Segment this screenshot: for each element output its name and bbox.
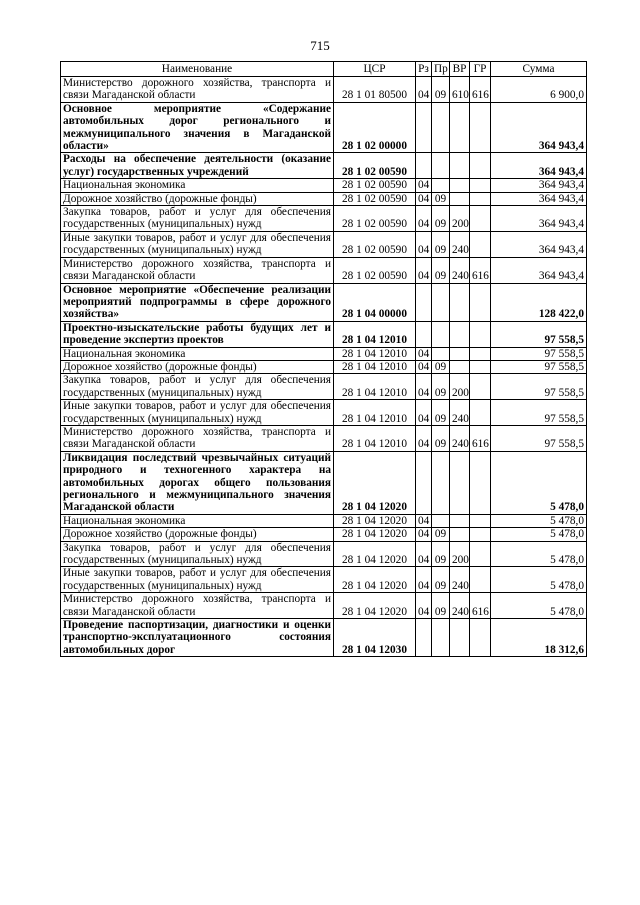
cell-gr [470,400,491,426]
cell-csr: 28 1 04 12010 [334,321,416,347]
cell-name: Национальная экономика [61,514,334,527]
cell-csr: 28 1 02 00590 [334,153,416,179]
cell-vr: 200 [450,541,470,567]
cell-gr [470,206,491,232]
table-row [61,283,587,321]
cell-sum: 97 558,5 [491,347,587,360]
cell-name: Министерство дорожного хозяйства, транспорта и связи Магаданской области [61,257,334,283]
cell-name: Проектно-изыскательские работы будущих лет и проведение экспертиз проектов [61,321,334,347]
page-number: 715 [310,38,330,53]
cell-gr [470,360,491,373]
cell-name: Национальная экономика [61,347,334,360]
cell-vr [450,451,470,514]
header-gr: ГР [470,62,491,77]
cell-csr: 28 1 02 00590 [334,179,416,192]
cell-sum: 5 478,0 [491,567,587,593]
cell-csr: 28 1 04 12020 [334,567,416,593]
cell-sum: 5 478,0 [491,541,587,567]
cell-name: Министерство дорожного хозяйства, транспорта и связи Магаданской области [61,77,334,103]
cell-sum: 18 312,6 [491,619,587,657]
cell-pr: 09 [432,593,450,619]
cell-pr: 09 [432,400,450,426]
cell-name: Министерство дорожного хозяйства, транспорта и связи Магаданской области [61,425,334,451]
cell-pr [432,283,450,321]
cell-gr: 616 [470,593,491,619]
cell-name: Иные закупки товаров, работ и услуг для обеспечения государственных (муниципальных) нужд [61,400,334,426]
cell-name: Иные закупки товаров, работ и услуг для обеспечения государственных (муниципальных) нужд [61,567,334,593]
cell-gr [470,451,491,514]
cell-sum: 128 422,0 [491,283,587,321]
cell-vr [450,528,470,541]
cell-name: Расходы на обеспечение деятельности (оказание услуг) государственных учреждений [61,153,334,179]
table-row [61,192,587,205]
cell-rz: 04 [416,257,432,283]
cell-rz: 04 [416,593,432,619]
cell-pr: 09 [432,541,450,567]
cell-rz: 04 [416,425,432,451]
cell-csr: 28 1 02 00590 [334,231,416,257]
cell-sum: 97 558,5 [491,425,587,451]
cell-rz [416,153,432,179]
cell-rz: 04 [416,567,432,593]
cell-rz: 04 [416,192,432,205]
cell-sum: 97 558,5 [491,374,587,400]
cell-sum: 5 478,0 [491,593,587,619]
cell-name: Иные закупки товаров, работ и услуг для обеспечения государственных (муниципальных) нужд [61,231,334,257]
cell-sum: 364 943,4 [491,206,587,232]
cell-name: Основное мероприятие «Обеспечение реализации мероприятий подпрограммы в сфере дорожного хозяйства» [61,283,334,321]
cell-name: Дорожное хозяйство (дорожные фонды) [61,192,334,205]
cell-csr: 28 1 04 12010 [334,374,416,400]
cell-gr [470,619,491,657]
cell-pr: 09 [432,374,450,400]
table-row [61,347,587,360]
cell-vr [450,102,470,153]
cell-pr: 09 [432,528,450,541]
cell-csr: 28 1 02 00590 [334,257,416,283]
cell-gr [470,567,491,593]
cell-gr [470,541,491,567]
cell-csr: 28 1 04 12020 [334,528,416,541]
cell-vr [450,360,470,373]
cell-csr: 28 1 02 00590 [334,192,416,205]
cell-csr: 28 1 01 80500 [334,77,416,103]
cell-rz: 04 [416,360,432,373]
table-row [61,231,587,257]
cell-csr: 28 1 04 12010 [334,400,416,426]
cell-rz: 04 [416,206,432,232]
cell-vr [450,153,470,179]
cell-csr: 28 1 04 12020 [334,451,416,514]
cell-csr: 28 1 04 00000 [334,283,416,321]
cell-vr: 200 [450,374,470,400]
cell-pr: 09 [432,192,450,205]
cell-pr: 09 [432,77,450,103]
cell-gr: 616 [470,425,491,451]
cell-gr [470,231,491,257]
table-row [61,153,587,179]
cell-name: Закупка товаров, работ и услуг для обеспечения государственных (муниципальных) нужд [61,541,334,567]
cell-rz [416,451,432,514]
cell-gr [470,514,491,527]
table-header-row [61,62,587,77]
cell-rz: 04 [416,374,432,400]
cell-name: Дорожное хозяйство (дорожные фонды) [61,528,334,541]
cell-sum: 6 900,0 [491,77,587,103]
cell-vr: 240 [450,425,470,451]
table-row [61,321,587,347]
cell-pr: 09 [432,360,450,373]
table-row [61,374,587,400]
cell-vr [450,347,470,360]
cell-vr [450,321,470,347]
table-row [61,425,587,451]
table-row [61,514,587,527]
cell-name: Министерство дорожного хозяйства, транспорта и связи Магаданской области [61,593,334,619]
cell-gr: 616 [470,257,491,283]
cell-vr [450,283,470,321]
cell-gr [470,374,491,400]
cell-sum: 97 558,5 [491,321,587,347]
cell-csr: 28 1 04 12010 [334,347,416,360]
cell-name: Закупка товаров, работ и услуг для обеспечения государственных (муниципальных) нужд [61,374,334,400]
table-row [61,257,587,283]
cell-sum: 5 478,0 [491,514,587,527]
cell-pr: 09 [432,567,450,593]
table-body [61,77,587,657]
cell-rz: 04 [416,541,432,567]
cell-name: Проведение паспортизации, диагностики и оценки транспортно-эксплуатационного состояния автомобильных дорог [61,619,334,657]
cell-vr: 240 [450,257,470,283]
cell-vr: 200 [450,206,470,232]
cell-name: Закупка товаров, работ и услуг для обеспечения государственных (муниципальных) нужд [61,206,334,232]
header-name: Наименование [61,62,334,77]
cell-csr: 28 1 04 12030 [334,619,416,657]
header-csr: ЦСР [334,62,416,77]
header-rz: Рз [416,62,432,77]
table-row [61,400,587,426]
cell-rz: 04 [416,514,432,527]
table-row [61,179,587,192]
table-row [61,102,587,153]
cell-rz [416,619,432,657]
cell-vr: 240 [450,567,470,593]
cell-gr [470,102,491,153]
cell-pr [432,321,450,347]
cell-pr [432,619,450,657]
cell-sum: 364 943,4 [491,192,587,205]
cell-gr [470,192,491,205]
cell-rz [416,321,432,347]
cell-rz: 04 [416,528,432,541]
cell-pr: 09 [432,257,450,283]
cell-pr: 09 [432,231,450,257]
table-row [61,541,587,567]
table-row [61,206,587,232]
header-vr: ВР [450,62,470,77]
cell-sum: 364 943,4 [491,153,587,179]
cell-pr: 09 [432,206,450,232]
table-row [61,77,587,103]
cell-name: Дорожное хозяйство (дорожные фонды) [61,360,334,373]
budget-table [60,61,587,657]
cell-rz [416,102,432,153]
cell-sum: 364 943,4 [491,257,587,283]
cell-csr: 28 1 04 12020 [334,593,416,619]
cell-rz: 04 [416,347,432,360]
cell-gr [470,153,491,179]
cell-gr [470,179,491,192]
cell-name: Национальная экономика [61,179,334,192]
table-row [61,567,587,593]
cell-sum: 97 558,5 [491,400,587,426]
cell-csr: 28 1 02 00000 [334,102,416,153]
cell-rz: 04 [416,400,432,426]
cell-gr [470,347,491,360]
cell-gr [470,528,491,541]
cell-vr [450,514,470,527]
cell-pr [432,451,450,514]
cell-sum: 364 943,4 [491,102,587,153]
cell-vr [450,192,470,205]
cell-rz: 04 [416,77,432,103]
cell-gr: 616 [470,77,491,103]
table-row [61,593,587,619]
cell-pr [432,102,450,153]
cell-gr [470,321,491,347]
cell-rz: 04 [416,179,432,192]
cell-csr: 28 1 02 00590 [334,206,416,232]
cell-pr [432,347,450,360]
cell-vr: 610 [450,77,470,103]
cell-vr: 240 [450,400,470,426]
cell-sum: 97 558,5 [491,360,587,373]
cell-csr: 28 1 04 12020 [334,541,416,567]
cell-pr [432,153,450,179]
cell-pr [432,179,450,192]
cell-rz [416,283,432,321]
cell-name: Основное мероприятие «Содержание автомобильных дорог регионального и межмуниципального значения в Магаданской области» [61,102,334,153]
cell-name: Ликвидация последствий чрезвычайных ситуаций природного и техногенного характера на автомобильных дорогах общего пользования регионального и межмуниципального значения Магаданской области [61,451,334,514]
cell-gr [470,283,491,321]
table-row [61,451,587,514]
cell-vr [450,179,470,192]
cell-sum: 364 943,4 [491,231,587,257]
cell-pr [432,514,450,527]
cell-sum: 5 478,0 [491,528,587,541]
cell-csr: 28 1 04 12020 [334,514,416,527]
header-sum: Сумма [491,62,587,77]
cell-vr [450,619,470,657]
cell-sum: 364 943,4 [491,179,587,192]
header-pr: Пр [432,62,450,77]
cell-rz: 04 [416,231,432,257]
cell-pr: 09 [432,425,450,451]
cell-csr: 28 1 04 12010 [334,360,416,373]
table-row [61,528,587,541]
cell-vr: 240 [450,593,470,619]
cell-csr: 28 1 04 12010 [334,425,416,451]
table-row [61,619,587,657]
cell-vr: 240 [450,231,470,257]
table-row [61,360,587,373]
cell-sum: 5 478,0 [491,451,587,514]
